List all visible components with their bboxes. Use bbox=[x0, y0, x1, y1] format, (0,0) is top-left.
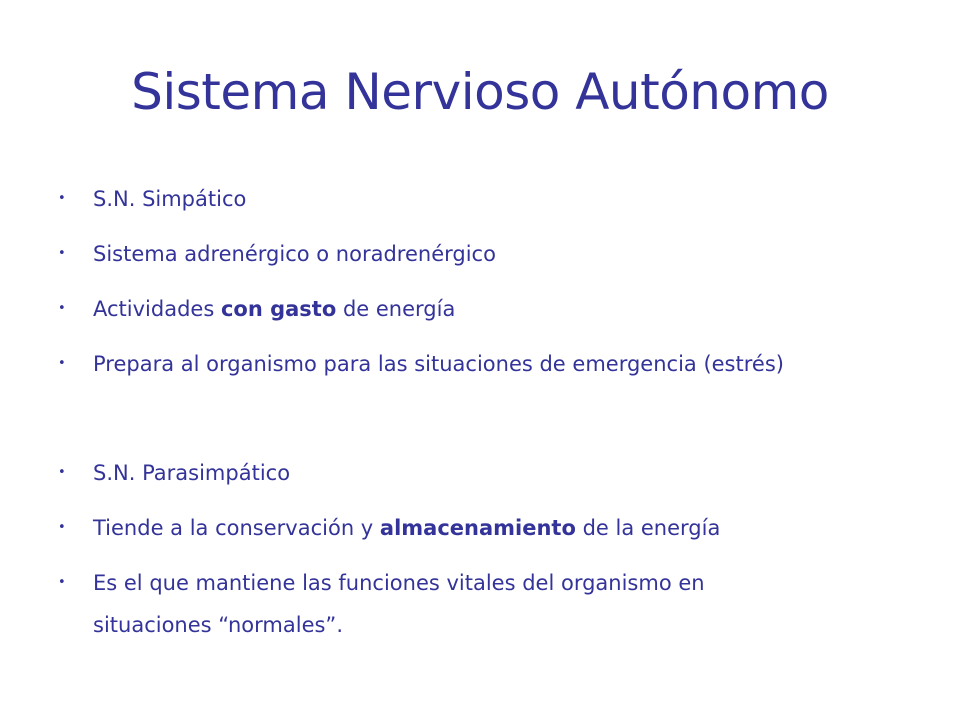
bullet-text bbox=[93, 507, 916, 549]
bullet-text bbox=[93, 562, 916, 646]
bullet-text: Prepara al organismo para las situaciones de emergencia (estrés) bbox=[93, 352, 784, 376]
bullet-icon: • bbox=[58, 301, 66, 316]
bullet-item-sistema-adrenergico bbox=[56, 233, 916, 275]
bullet-icon: • bbox=[58, 465, 66, 480]
bullet-item-mantiene bbox=[56, 562, 916, 646]
bullet-text-bold: almacenamiento bbox=[379, 516, 576, 540]
bullet-text: S.N. Simpático bbox=[93, 187, 247, 211]
bullet-text: Sistema adrenérgico o noradrenérgico bbox=[93, 242, 496, 266]
bullet-text bbox=[93, 288, 916, 330]
bullet-text-line-1: Es el que mantiene las funciones vitales del organismo en bbox=[93, 571, 705, 595]
slide-title: Sistema Nervioso Autónomo bbox=[131, 63, 829, 121]
bullet-text-bold: con gasto bbox=[220, 297, 337, 321]
bullet-text-line-2: situaciones “normales”. bbox=[93, 613, 343, 637]
bullet-item-tiende bbox=[56, 507, 916, 549]
bullet-text-before: Tiende a la conservación y bbox=[93, 516, 380, 540]
bullet-item-prepara bbox=[56, 343, 916, 385]
bullet-icon: • bbox=[58, 356, 66, 371]
bullet-item-sn-simpatico bbox=[56, 178, 916, 220]
bullet-icon: • bbox=[58, 520, 66, 535]
bullet-text: S.N. Parasimpático bbox=[93, 461, 291, 485]
bullet-text-before: Actividades bbox=[93, 297, 221, 321]
bullet-icon: • bbox=[58, 575, 66, 590]
bullet-icon: • bbox=[58, 191, 66, 206]
bullet-item-sn-parasimpatico bbox=[56, 452, 916, 494]
bullet-text-after: de energía bbox=[336, 297, 456, 321]
bullet-text-after: de la energía bbox=[575, 516, 721, 540]
bullet-icon: • bbox=[58, 246, 66, 261]
bullet-item-actividades bbox=[56, 288, 916, 330]
